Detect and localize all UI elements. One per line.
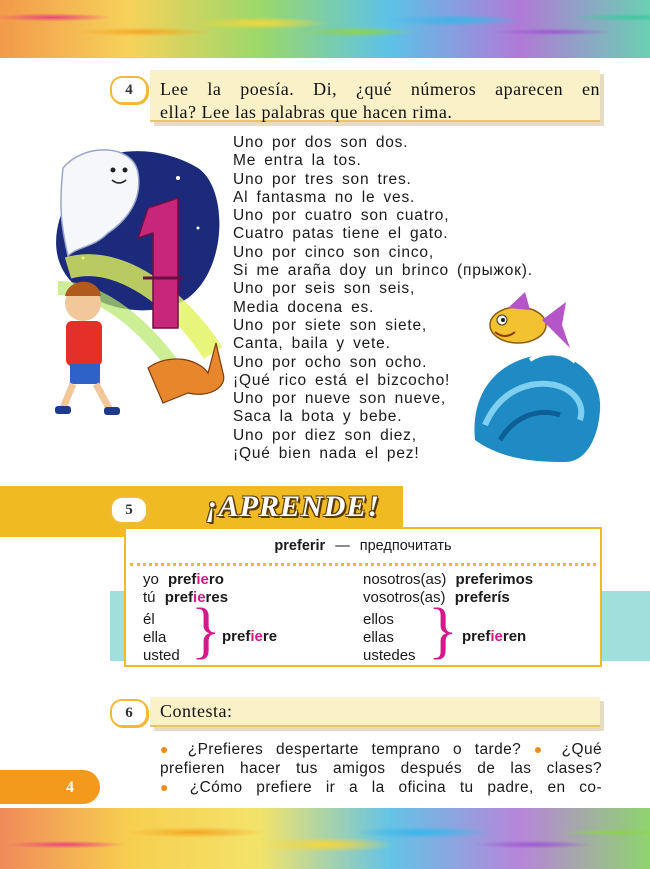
poem-line: Uno por diez son diez, [233,426,417,444]
verb-ending: re [262,628,278,645]
question-line [160,740,602,759]
poem-line: Cuatro patas tiene el gato. [233,225,449,243]
bullet-icon: ● [160,779,176,795]
pronoun: yo [143,571,159,588]
poem-line: Uno por dos son dos. [233,134,409,151]
page-number: 4 [66,779,74,796]
instruction-line: Lee la poesía. Di, ¿qué números aparecen en [160,79,600,99]
verb-form [222,628,277,645]
bottom-decorative-band [0,808,650,869]
aprende-title: ¡APRENDE! [206,490,381,523]
fish-wave-illustration [470,290,605,465]
aprende-banner-step [0,527,124,537]
poem-line: ¡Qué bien nada el pez! [233,445,420,463]
verb-stem: pref [462,628,491,645]
dotted-divider [130,563,596,566]
poem-line: ¡Qué rico está el bizcocho! [233,371,451,389]
verb-stem: pref [222,628,251,645]
verb-stem: pref [164,589,194,606]
bullet-icon: ● [533,741,549,757]
task-number-badge: 4 [110,76,148,104]
task-number-badge: 5 [110,496,148,524]
verb-header [126,538,600,554]
pronoun: tú [143,589,156,606]
poem-line: Canta, baila y vete. [233,335,391,353]
top-decorative-band [0,0,650,58]
poem-line: Uno por cuatro son cuatro, [233,207,450,225]
task-number-badge: 6 [110,699,148,727]
fish-icon [490,307,546,343]
task-instruction [150,70,600,122]
poem-line: Uno por cinco son cinco, [233,243,434,261]
pronoun: ella [143,629,167,646]
poem-line: Me entra la tos. [233,152,362,170]
verb-infinitive: preferir [274,538,326,554]
poem-line: Si me araña doy un brinco (прыжок). [233,262,533,280]
page-number-tab [0,770,100,804]
conj-row-third-plural [462,628,526,645]
stem-change: ie [250,628,263,645]
conjugation-table [124,527,602,670]
pronoun: ustedes [363,647,416,664]
poem-line: Uno por tres son tres. [233,170,412,188]
verb-ending: ren [502,628,527,645]
verb-form [462,628,526,645]
verb-stem: pref [168,571,197,588]
conj-row-third [222,628,277,645]
poem-illustration [38,138,233,428]
pronoun: usted [143,647,180,664]
verb-translation: предпочитать [359,538,452,554]
pronoun: él [143,611,155,628]
conj-row-yo [143,571,224,588]
poem-line: Uno por ocho son ocho. [233,353,428,371]
question-list [160,740,602,797]
bullet-icon: ● [160,741,175,757]
brace-icon: { [428,602,458,670]
verb-form: preferís [454,589,510,606]
poem-line: Al fantasma no le ves. [233,188,416,206]
verb-form [168,571,224,588]
question-line: prefieren hacer tus amigos después de las clases? [160,760,602,777]
stem-change: ie [196,571,209,588]
stem-change: ie [490,628,503,645]
question: ¿Qué [561,741,602,758]
header-dash: — [335,538,350,554]
instruction-line: ella? Lee las palabras que hacen rima. [160,102,453,122]
poem-line: Uno por seis son seis, [233,280,416,298]
poem-line: Uno por siete son siete, [233,316,428,334]
question: ¿Prefieres despertarte temprano o tarde? [187,741,522,758]
verb-ending: ro [208,571,224,588]
pronoun: ellos [363,611,394,628]
pronoun: nosotros(as) [363,571,447,588]
poem-line: Uno por nueve son nueve, [233,390,447,408]
brace-icon: { [191,602,221,670]
question-line [160,778,602,797]
poem-line: Media docena es. [233,298,375,316]
verb-form: preferimos [455,571,534,588]
pronoun: ellas [363,629,394,646]
task-instruction: Contesta: [150,697,600,727]
pronoun: vosotros(as) [363,589,446,606]
conj-row-nosotros [363,571,533,588]
question: ¿Cómo prefiere ir a la oficina tu padre, en co- [189,779,603,796]
stem-change: ie [193,589,206,606]
poem-line: Saca la bota y bebe. [233,408,403,426]
verb-ending: res [205,589,229,606]
